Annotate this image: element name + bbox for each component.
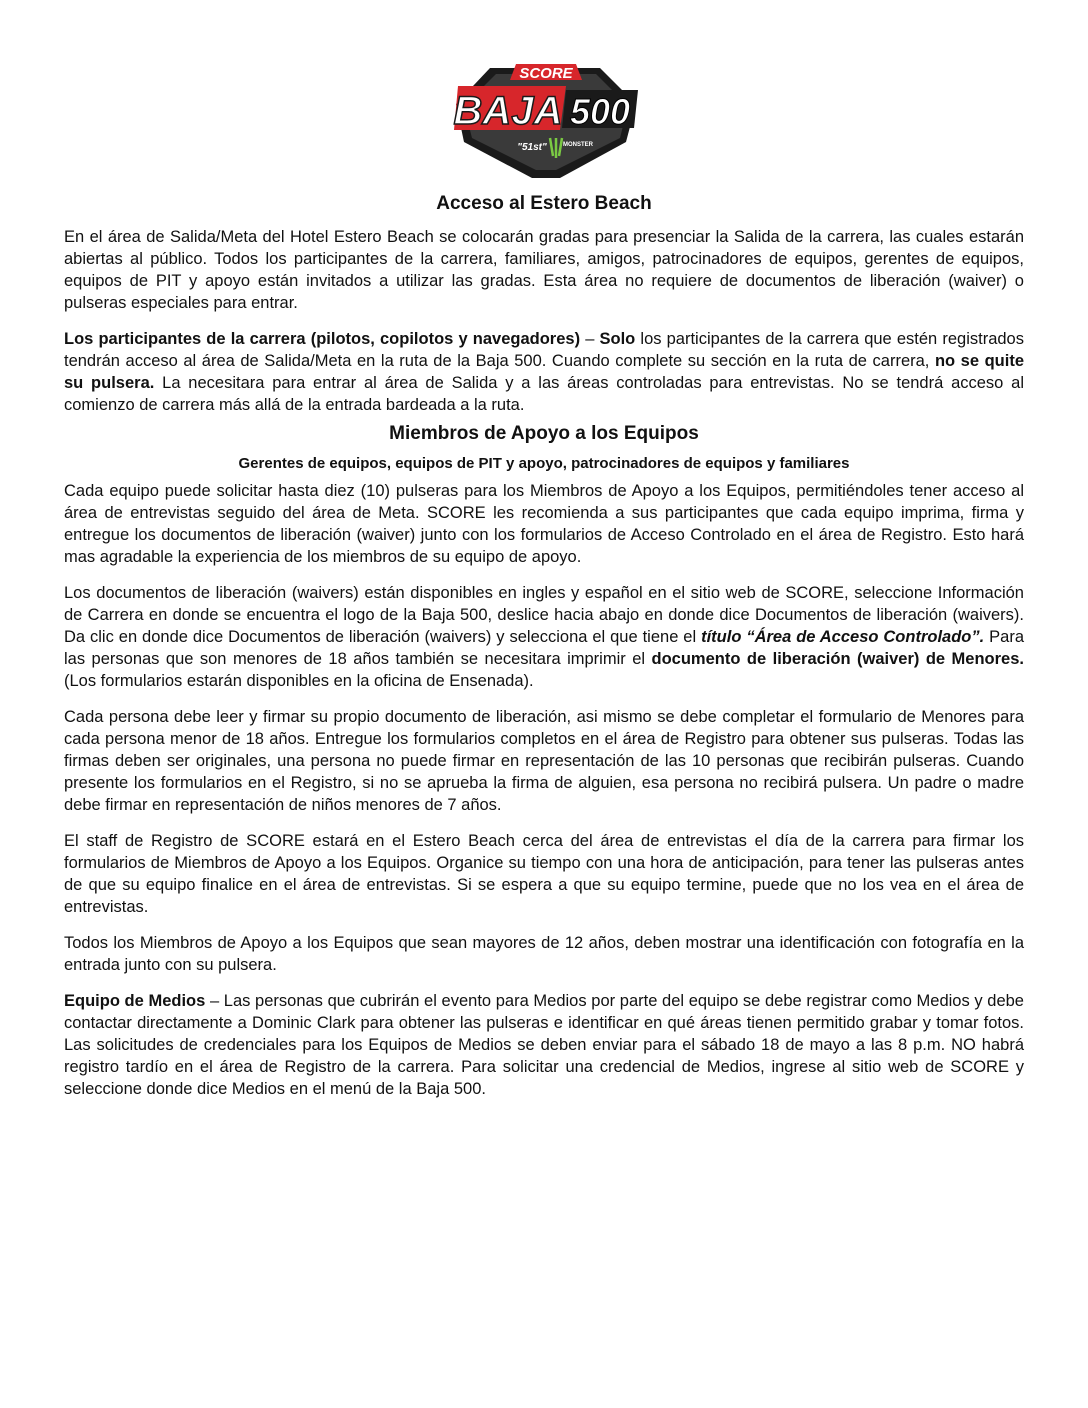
- participants-dash: –: [580, 330, 600, 348]
- paragraph-id-requirement: Todos los Miembros de Apoyo a los Equipos que sean mayores de 12 años, deben mostrar una identificación con fotografía en la entrada junto con su pulsera.: [64, 934, 1024, 974]
- logo-sponsor-text: MONSTER: [563, 142, 593, 148]
- logo-edition-text: "51st": [517, 142, 547, 153]
- section-title-support-members: Miembros de Apoyo a los Equipos: [389, 423, 699, 444]
- waivers-text: Los documentos de liberación (waivers) están disponibles en ingles y español en el sitio web de SCORE, seleccione Información de Carrera en donde se encuentra el logo de la Baja 500, deslice hacia abajo en donde dice Documentos de liberación (waivers). Da clic en donde dice Documentos de liberación (waivers) y selecciona el que tiene el: [64, 584, 1024, 646]
- logo-baja-text: BAJA: [453, 89, 563, 133]
- score-baja-500-logo: [450, 58, 642, 180]
- paragraph-race-participants: [64, 328, 1024, 416]
- participants-text: los participantes de la carrera que estén registrados tendrán acceso al área de Salida/Meta en la ruta de la Baja 500. Cuando complete su sección en la ruta de carrera,: [64, 330, 1024, 370]
- waivers-text-minors: Para las personas que son menores de 18 años también se necesitara imprimir el: [64, 628, 1024, 668]
- waivers-text-end: (Los formularios estarán disponibles en la oficina de Ensenada).: [64, 672, 534, 690]
- paragraph-registration-staff: El staff de Registro de SCORE estará en el Estero Beach cerca del área de entrevistas el día de la carrera para firmar los formularios de Miembros de Apoyo a los Equipos. Organice su tiempo con una hora de anticipación, para tener las pulseras antes de que su equipo finalice en el área de entrevistas. Si se espera a que su equipo termine, puede que no los vea en el área de entrevistas.: [64, 832, 1024, 916]
- waivers-minors-document: documento de liberación (waiver) de Menores.: [651, 650, 1024, 668]
- media-team-heading: Equipo de Medios: [64, 992, 206, 1010]
- participants-keep-wristband: no se quite su pulsera.: [64, 352, 1025, 392]
- logo-score-text: SCORE: [519, 65, 573, 82]
- waivers-title-emphasis: título “Área de Acceso Controlado”.: [701, 628, 985, 646]
- document-body: [64, 190, 1024, 1114]
- paragraph-estero-access: En el área de Salida/Meta del Hotel Estero Beach se colocarán gradas para presenciar la Salida de la carrera, las cuales estarán abiertas al público. Todos los participantes de la carrera, familiares, amigos, patrocinadores de equipos, gerentes de equipos, equipos de PIT y apoyo están invitados a utilizar las gradas. Esta área no requiere de documentos de liberación (waiver) o pulseras especiales para entrar.: [64, 228, 1024, 312]
- section-title-estero-beach: Acceso al Estero Beach: [436, 193, 652, 214]
- participants-only: Solo: [599, 330, 636, 348]
- participants-heading: Los participantes de la carrera (pilotos, copilotos y navegadores): [64, 330, 581, 348]
- paragraph-media-team: [64, 990, 1024, 1100]
- paragraph-wristbands: Cada equipo puede solicitar hasta diez (10) pulseras para los Miembros de Apoyo a los Equipos, permitiéndoles tener acceso al área de entrevistas seguido del área de Meta. SCORE les recomienda a sus participantes que cada equipo imprima, firma y entregue los documentos de liberación (waiver) junto con los formularios de Acceso Controlado en el área de Registro. Esto hará mas agradable la experiencia de los miembros de su equipo de apoyo.: [64, 482, 1024, 566]
- media-team-text: – Las personas que cubrirán el evento para Medios por parte del equipo se debe registrar como Medios y debe contactar directamente a Dominic Clark para obtener las pulseras e identificar en qué áreas tienen permitido grabar y tomar fotos. Las solicitudes de credenciales para los Equipos de Medios se deben enviar para el sábado 18 de mayo a las 8 p.m. NO habrá registro tardío en el área de Registro de la carrera. Para solicitar una credencial de Medios, ingrese al sitio web de SCORE y seleccione donde dice Medios en el menú de la Baja 500.: [64, 992, 1024, 1098]
- participants-text-end: La necesitara para entrar al área de Salida y a las áreas controladas para entrevistas. No se tendrá acceso al comienzo de carrera más allá de la entrada bardeada a la ruta.: [64, 374, 1024, 414]
- section-subtitle-support-members: Gerentes de equipos, equipos de PIT y apoyo, patrocinadores de equipos y familiares: [238, 455, 850, 472]
- paragraph-signatures: Cada persona debe leer y firmar su propio documento de liberación, asi mismo se debe completar el formulario de Menores para cada persona menor de 18 años. Entregue los formularios completos en el área de Registro para obtener sus pulseras. Todas las firmas deben ser originales, una persona no puede firmar en representación de las 10 personas que recibirán pulseras. Cuando presente los formularios en el Registro, si no se aprueba la firma de alguien, esa persona no recibirá pulsera. Un padre o madre debe firmar en representación de niños menores de 7 años.: [64, 708, 1024, 814]
- logo-500-text: 500: [569, 91, 631, 132]
- paragraph-waivers: [64, 582, 1024, 692]
